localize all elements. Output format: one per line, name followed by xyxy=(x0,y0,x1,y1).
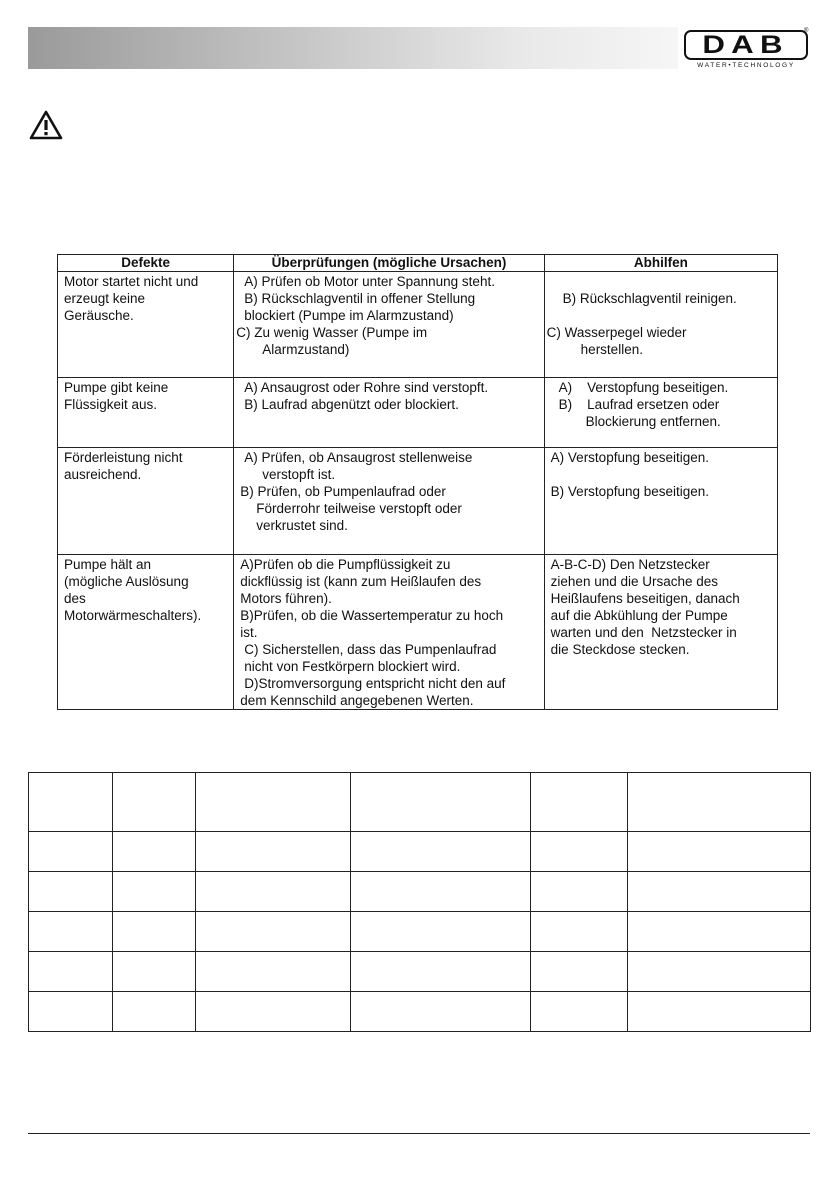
defect-line: Motor startet nicht und xyxy=(64,274,199,289)
remedy-line: warten und den Netzstecker in xyxy=(550,625,737,640)
check-line: B) Prüfen, ob Pumpenlaufrad oder xyxy=(240,484,446,499)
check-line: nicht von Festkörpern blockiert wird. xyxy=(244,659,461,674)
check-line: A) Prüfen ob Motor unter Spannung steht. xyxy=(244,274,495,289)
checks-cell xyxy=(234,555,544,710)
table-row xyxy=(58,378,778,448)
blank-cell xyxy=(196,832,351,872)
blank-cell xyxy=(29,952,113,992)
logo-tagline: WATER•TECHNOLOGY xyxy=(697,62,795,69)
table-row xyxy=(58,448,778,555)
check-line: A) Ansaugrost oder Rohre sind verstopft. xyxy=(244,380,489,395)
remedy-line: B) Verstopfung beseitigen. xyxy=(550,484,710,499)
blank-cell xyxy=(351,773,531,832)
defect-line: (mögliche Auslösung xyxy=(64,574,189,589)
blank-header-row xyxy=(29,773,811,832)
remedy-line xyxy=(551,466,771,483)
check-line: verkrustet sind. xyxy=(256,518,348,533)
table-row xyxy=(58,272,778,378)
blank-cell xyxy=(628,773,811,832)
blank-cell xyxy=(113,872,196,912)
remedy-line: B) Rückschlagventil reinigen. xyxy=(562,291,737,306)
checks-cell xyxy=(234,378,544,448)
blank-cell xyxy=(628,872,811,912)
blank-cell xyxy=(113,952,196,992)
blank-cell xyxy=(29,773,113,832)
check-line: C) Zu wenig Wasser (Pumpe im xyxy=(236,325,428,340)
defect-line: Motorwärmeschalters). xyxy=(64,608,202,623)
blank-cell xyxy=(196,992,351,1032)
logo-text: DAB xyxy=(702,30,790,59)
checks-cell xyxy=(234,272,544,378)
registered-mark: ® xyxy=(804,28,809,34)
header-checks: Überprüfungen (mögliche Ursachen) xyxy=(234,255,544,272)
defect-line: erzeugt keine xyxy=(64,291,146,306)
blank-cell xyxy=(531,992,628,1032)
blank-row xyxy=(29,952,811,992)
blank-grid-table xyxy=(28,772,811,1032)
check-line: Motors führen). xyxy=(240,591,332,606)
remedy-line: auf die Abkühlung der Pumpe xyxy=(550,608,728,623)
blank-cell xyxy=(29,832,113,872)
check-line: B) Laufrad abgenützt oder blockiert. xyxy=(244,397,459,412)
blank-cell xyxy=(196,912,351,952)
blank-cell xyxy=(531,912,628,952)
check-line: Alarmzustand) xyxy=(262,342,350,357)
defect-cell xyxy=(58,378,234,448)
checks-cell xyxy=(234,448,544,555)
blank-cell xyxy=(531,872,628,912)
blank-cell xyxy=(29,912,113,952)
blank-cell xyxy=(628,912,811,952)
blank-cell xyxy=(351,992,531,1032)
blank-cell xyxy=(531,832,628,872)
remedies-cell xyxy=(544,448,777,555)
remedy-line: C) Wasserpegel wieder xyxy=(546,325,687,340)
blank-cell xyxy=(196,872,351,912)
dab-logo xyxy=(684,30,808,60)
remedy-line: A) Verstopfung beseitigen. xyxy=(558,380,729,395)
remedy-line: A) Verstopfung beseitigen. xyxy=(550,450,710,465)
blank-cell xyxy=(29,872,113,912)
blank-cell xyxy=(351,912,531,952)
defect-line: Flüssigkeit aus. xyxy=(64,397,158,412)
blank-cell xyxy=(628,952,811,992)
check-line: B) Rückschlagventil in offener Stellung xyxy=(244,291,476,306)
defect-line: des xyxy=(64,591,86,606)
remedy-line: B) Laufrad ersetzen oder xyxy=(558,397,720,412)
check-line: dickflüssig ist (kann zum Heißlaufen des xyxy=(240,574,482,589)
blank-cell xyxy=(196,773,351,832)
blank-cell xyxy=(628,832,811,872)
blank-cell xyxy=(113,773,196,832)
check-line: Förderrohr teilweise verstopft oder xyxy=(256,501,462,516)
blank-cell xyxy=(351,952,531,992)
remedy-line: A-B-C-D) Den Netzstecker xyxy=(550,557,710,572)
blank-cell xyxy=(113,992,196,1032)
blank-row xyxy=(29,872,811,912)
blank-row xyxy=(29,832,811,872)
defect-line: Förderleistung nicht xyxy=(64,450,183,465)
remedy-line: herstellen. xyxy=(580,342,643,357)
remedy-line: die Steckdose stecken. xyxy=(550,642,690,657)
blank-cell xyxy=(113,912,196,952)
blank-cell xyxy=(531,952,628,992)
blank-cell xyxy=(628,992,811,1032)
remedy-line xyxy=(551,307,771,324)
check-line: verstopft ist. xyxy=(262,467,336,482)
defect-cell xyxy=(58,448,234,555)
table-row xyxy=(58,555,778,710)
troubleshooting-table xyxy=(57,254,778,710)
check-line: dem Kennschild angegebenen Werten. xyxy=(240,693,474,708)
remedy-line xyxy=(551,273,771,290)
check-line: D)Stromversorgung entspricht nicht den auf xyxy=(244,676,506,691)
blank-cell xyxy=(113,832,196,872)
check-line: C) Sicherstellen, dass das Pumpenlaufrad xyxy=(244,642,497,657)
blank-row xyxy=(29,912,811,952)
blank-cell xyxy=(196,952,351,992)
remedies-cell xyxy=(544,272,777,378)
remedies-cell xyxy=(544,555,777,710)
blank-row xyxy=(29,992,811,1032)
blank-cell xyxy=(351,872,531,912)
remedy-line: ziehen und die Ursache des xyxy=(550,574,719,589)
check-line: A)Prüfen ob die Pumpflüssigkeit zu xyxy=(240,557,451,572)
header-defects: Defekte xyxy=(58,255,234,272)
blank-cell xyxy=(29,992,113,1032)
footer-rule xyxy=(28,1133,810,1134)
header-remedies: Abhilfen xyxy=(544,255,777,272)
defect-line: Geräusche. xyxy=(64,308,134,323)
header-bar xyxy=(28,27,678,69)
defect-cell xyxy=(58,555,234,710)
blank-cell xyxy=(351,832,531,872)
defect-line: Pumpe gibt keine xyxy=(64,380,169,395)
table-header-row xyxy=(58,255,778,272)
remedy-line: Blockierung entfernen. xyxy=(585,414,721,429)
blank-cell xyxy=(531,773,628,832)
defect-line: ausreichend. xyxy=(64,467,142,482)
check-line: ist. xyxy=(240,625,258,640)
check-line: A) Prüfen, ob Ansaugrost stellenweise xyxy=(244,450,473,465)
remedies-cell xyxy=(544,378,777,448)
defect-cell xyxy=(58,272,234,378)
check-line: B)Prüfen, ob die Wassertemperatur zu hoch xyxy=(240,608,504,623)
remedy-line: Heißlaufens beseitigen, danach xyxy=(550,591,740,606)
warning-triangle-icon xyxy=(29,110,63,140)
defect-line: Pumpe hält an xyxy=(64,557,152,572)
check-line: blockiert (Pumpe im Alarmzustand) xyxy=(244,308,454,323)
